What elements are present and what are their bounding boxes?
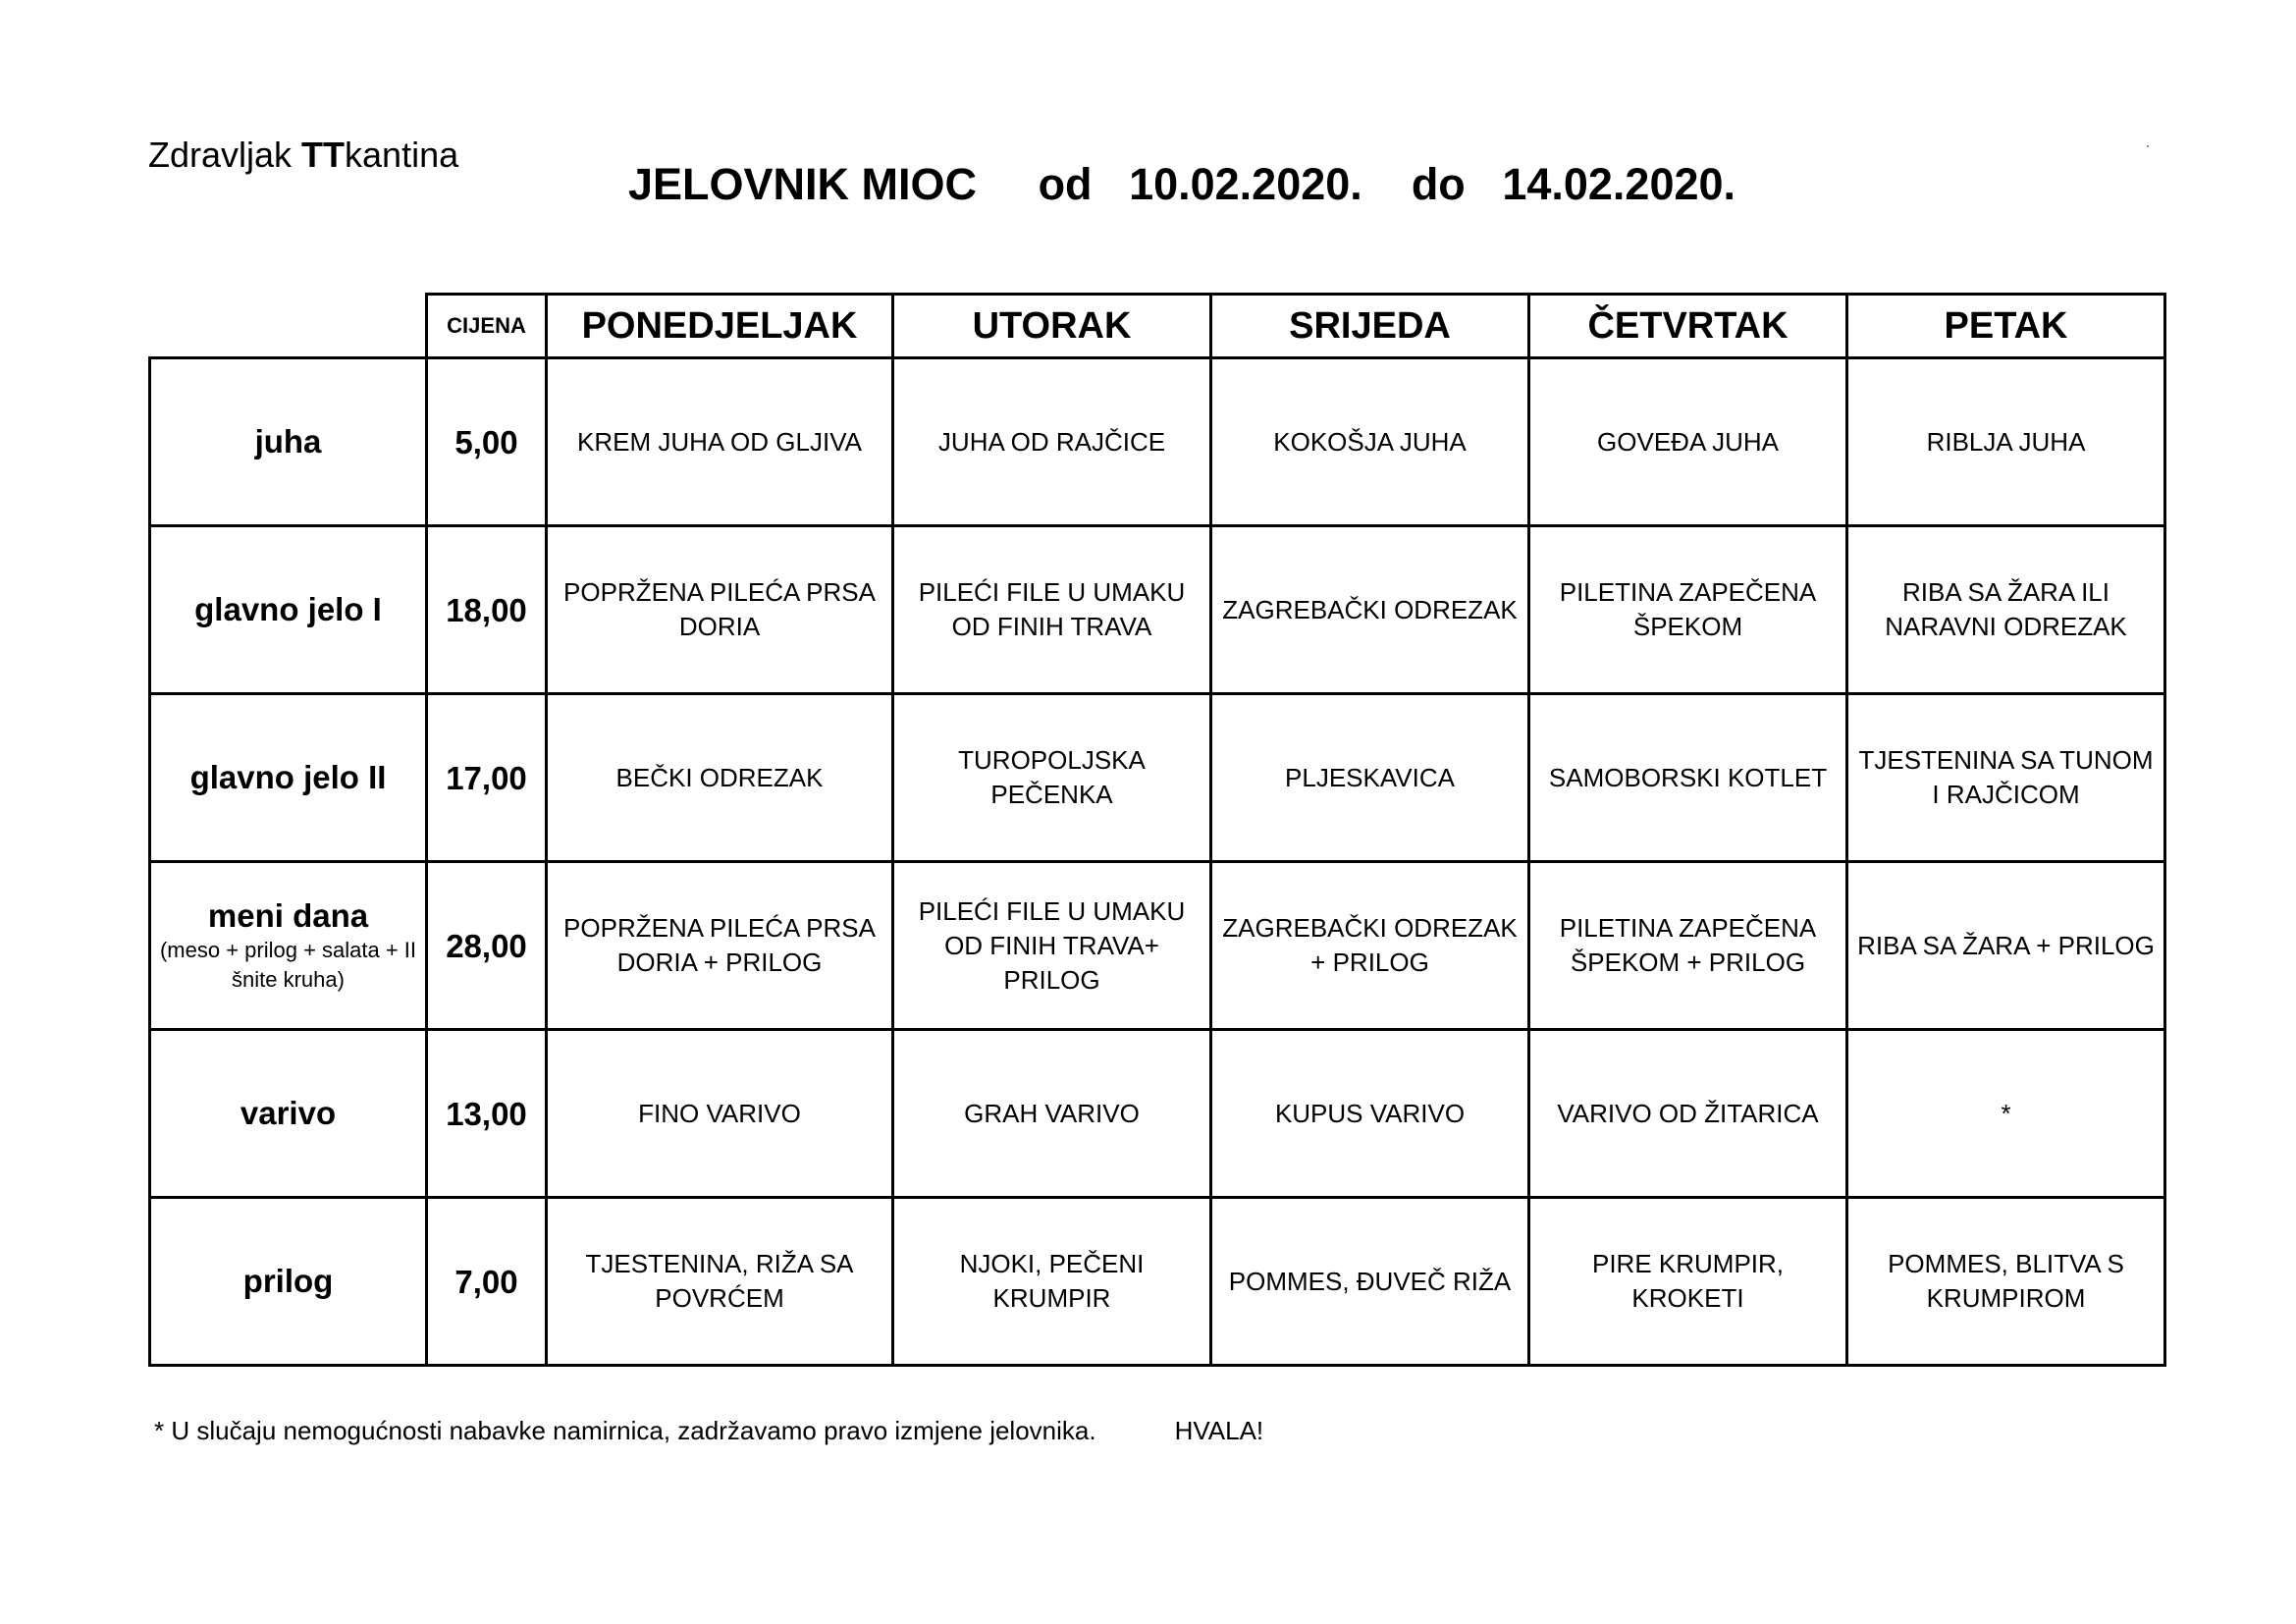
footnote-thanks: HVALA! bbox=[1174, 1416, 1264, 1445]
row-label bbox=[150, 358, 427, 526]
menu-item: KUPUS VARIVO bbox=[1211, 1030, 1529, 1198]
menu-item: TJESTENINA, RIŽA SA POVRĆEM bbox=[547, 1198, 893, 1366]
price-header: CIJENA bbox=[427, 295, 547, 358]
row-label-text: meni dana bbox=[207, 897, 369, 934]
title-from-date: 10.02.2020. bbox=[1129, 159, 1362, 209]
menu-item: RIBLJA JUHA bbox=[1847, 358, 2165, 526]
menu-item: RIBA SA ŽARA + PRILOG bbox=[1847, 862, 2165, 1030]
menu-item: PILETINA ZAPEČENA ŠPEKOM bbox=[1529, 526, 1847, 694]
table-row bbox=[150, 694, 2165, 862]
menu-item: PLJESKAVICA bbox=[1211, 694, 1529, 862]
row-price: 18,00 bbox=[427, 526, 547, 694]
title-from-label: od bbox=[1038, 159, 1093, 209]
footnote-text: * U slučaju nemogućnosti nabavke namirnica, zadržavamo pravo izmjene jelovnika. bbox=[154, 1416, 1096, 1445]
menu-item: PILEĆI FILE U UMAKU OD FINIH TRAVA+ PRILOG bbox=[893, 862, 1211, 1030]
row-price: 28,00 bbox=[427, 862, 547, 1030]
title-to-date: 14.02.2020. bbox=[1502, 159, 1736, 209]
row-label-text: glavno jelo II bbox=[189, 759, 387, 795]
table-row bbox=[150, 526, 2165, 694]
menu-item: PILEĆI FILE U UMAKU OD FINIH TRAVA bbox=[893, 526, 1211, 694]
menu-item: KREM JUHA OD GLJIVA bbox=[547, 358, 893, 526]
menu-item: TUROPOLJSKA PEČENKA bbox=[893, 694, 1211, 862]
menu-item: VARIVO OD ŽITARICA bbox=[1529, 1030, 1847, 1198]
row-label-text: juha bbox=[254, 423, 322, 460]
brand-prefix: Zdravljak bbox=[148, 135, 302, 175]
menu-item: KOKOŠJA JUHA bbox=[1211, 358, 1529, 526]
row-label bbox=[150, 1198, 427, 1366]
row-price: 5,00 bbox=[427, 358, 547, 526]
corner-cell bbox=[150, 295, 427, 358]
menu-item: ZAGREBAČKI ODREZAK bbox=[1211, 526, 1529, 694]
day-header-monday: PONEDJELJAK bbox=[547, 295, 893, 358]
row-sublabel: (meso + prilog + salata + II šnite kruha) bbox=[159, 938, 417, 992]
menu-item: ZAGREBAČKI ODREZAK + PRILOG bbox=[1211, 862, 1529, 1030]
menu-item: PIRE KRUMPIR, KROKETI bbox=[1529, 1198, 1847, 1366]
menu-item: POMMES, ĐUVEČ RIŽA bbox=[1211, 1198, 1529, 1366]
row-label-text: glavno jelo I bbox=[194, 591, 382, 627]
day-header-wednesday: SRIJEDA bbox=[1211, 295, 1529, 358]
menu-item: RIBA SA ŽARA ILI NARAVNI ODREZAK bbox=[1847, 526, 2165, 694]
stray-dot bbox=[2147, 145, 2149, 147]
menu-item: GOVEĐA JUHA bbox=[1529, 358, 1847, 526]
day-header-tuesday: UTORAK bbox=[893, 295, 1211, 358]
menu-item: * bbox=[1847, 1030, 2165, 1198]
page-title bbox=[628, 157, 1735, 212]
row-label bbox=[150, 862, 427, 1030]
brand-mark: TT bbox=[301, 135, 346, 175]
menu-item: POPRŽENA PILEĆA PRSA DORIA bbox=[547, 526, 893, 694]
menu-item: PILETINA ZAPEČENA ŠPEKOM + PRILOG bbox=[1529, 862, 1847, 1030]
header-row bbox=[150, 295, 2165, 358]
table-row bbox=[150, 1198, 2165, 1366]
title-name: JELOVNIK MIOC bbox=[628, 159, 978, 209]
row-label bbox=[150, 694, 427, 862]
menu-item: POPRŽENA PILEĆA PRSA DORIA + PRILOG bbox=[547, 862, 893, 1030]
restaurant-name bbox=[148, 134, 458, 177]
row-label-text: varivo bbox=[240, 1095, 337, 1131]
row-label-text: prilog bbox=[242, 1263, 334, 1299]
day-header-thursday: ČETVRTAK bbox=[1529, 295, 1847, 358]
day-header-friday: PETAK bbox=[1847, 295, 2165, 358]
title-to-label: do bbox=[1411, 159, 1466, 209]
menu-item: POMMES, BLITVA S KRUMPIROM bbox=[1847, 1198, 2165, 1366]
menu-item: BEČKI ODREZAK bbox=[547, 694, 893, 862]
menu-item: SAMOBORSKI KOTLET bbox=[1529, 694, 1847, 862]
row-label bbox=[150, 526, 427, 694]
brand-suffix: kantina bbox=[345, 135, 459, 175]
row-price: 7,00 bbox=[427, 1198, 547, 1366]
menu-item: FINO VARIVO bbox=[547, 1030, 893, 1198]
menu-table bbox=[148, 293, 2166, 1367]
row-price: 13,00 bbox=[427, 1030, 547, 1198]
footnote bbox=[154, 1414, 1263, 1447]
menu-item: TJESTENINA SA TUNOM I RAJČICOM bbox=[1847, 694, 2165, 862]
table-row bbox=[150, 862, 2165, 1030]
table-row bbox=[150, 358, 2165, 526]
row-label bbox=[150, 1030, 427, 1198]
menu-item: NJOKI, PEČENI KRUMPIR bbox=[893, 1198, 1211, 1366]
table-row bbox=[150, 1030, 2165, 1198]
menu-item: GRAH VARIVO bbox=[893, 1030, 1211, 1198]
row-price: 17,00 bbox=[427, 694, 547, 862]
menu-item: JUHA OD RAJČICE bbox=[893, 358, 1211, 526]
